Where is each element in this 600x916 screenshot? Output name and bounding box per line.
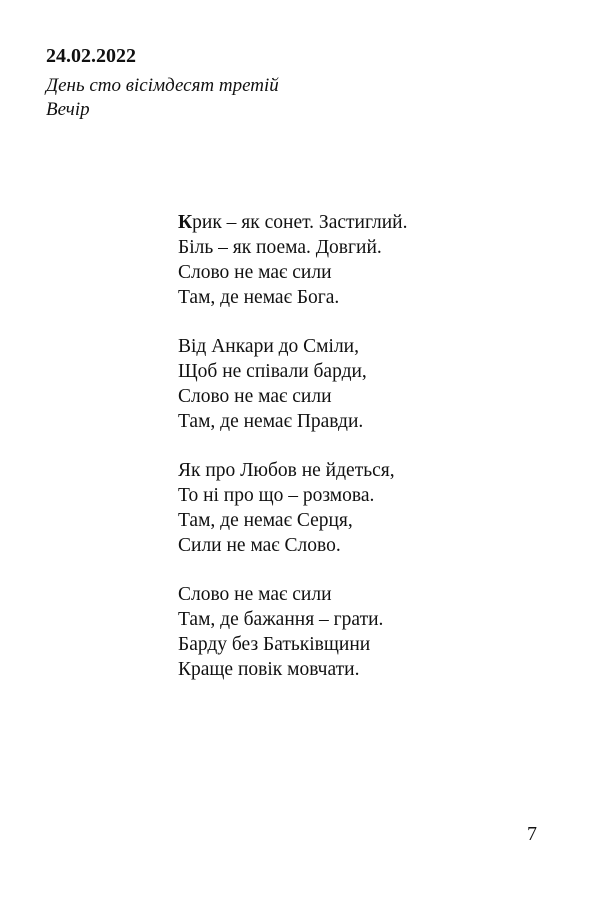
initial-letter: К (178, 212, 193, 233)
poem-line: Там, де немає Бога. (178, 287, 340, 308)
page-number: 7 (527, 823, 537, 845)
poem-line: То ні про що – розмова. (178, 485, 375, 506)
stanza-4 (178, 582, 558, 682)
poem-line: Щоб не співали барди, (178, 361, 367, 382)
entry-time-of-day: Вечір (46, 99, 90, 120)
poem (178, 210, 558, 706)
poem-line: Біль – як поема. Довгий. (178, 237, 382, 258)
poem-line: Від Анкари до Сміли, (178, 336, 359, 357)
poem-line: Там, де бажання – грати. (178, 609, 384, 630)
entry-day-label: День сто вісімдесят третій (46, 75, 279, 96)
poem-line: Слово не має сили (178, 584, 332, 605)
poem-line: Слово не має сили (178, 262, 332, 283)
poem-line (178, 210, 558, 235)
poem-line: Барду без Батьківщини (178, 634, 371, 655)
entry-date: 24.02.2022 (46, 45, 136, 67)
poem-line: Сили не має Слово. (178, 535, 341, 556)
stanza-3 (178, 458, 558, 558)
poem-line: Краще повік мовчати. (178, 659, 360, 680)
poem-line: Там, де немає Серця, (178, 510, 353, 531)
first-line-text: рик – як сонет. Застиглий. (192, 212, 408, 233)
stanza-2 (178, 334, 558, 434)
poem-line: Слово не має сили (178, 386, 332, 407)
poem-line: Як про Любов не йдеться, (178, 460, 395, 481)
poem-line: Там, де немає Правди. (178, 411, 364, 432)
stanza-1 (178, 210, 558, 310)
